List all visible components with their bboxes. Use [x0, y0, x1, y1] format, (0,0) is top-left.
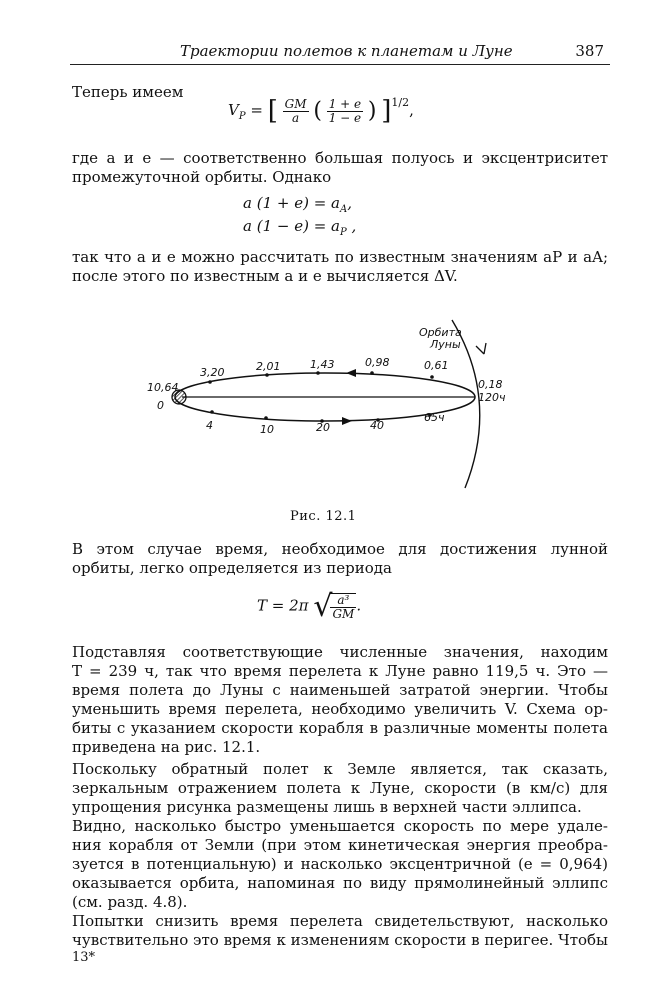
marker-dot [208, 380, 212, 384]
p4-line-4: уменьшить время перелета, необходимо увеличить V. Схема ор- [72, 700, 608, 718]
p4-line-2: T = 239 ч, так что время перелета к Луне равно 119,5 ч. Это — [72, 662, 608, 680]
eq-aP-sub: P [340, 227, 347, 238]
paragraph-7 [72, 912, 608, 950]
p6-line-5: (см. разд. 4.8). [72, 893, 188, 911]
speed-label: 0,98 [365, 356, 390, 369]
speed-label: 3,20 [200, 366, 225, 379]
time-label: 20 [316, 421, 330, 434]
right-bracket: ] [381, 96, 392, 126]
t-num: a³ [330, 594, 356, 608]
eq-aP-trail: , [346, 217, 357, 235]
marker-dot [264, 416, 268, 420]
p5-line-2: зеркальным отражением полета к Луне, скорости (в км/с) для [72, 779, 608, 797]
vp-lhs-sub: P [238, 111, 246, 122]
paragraph-3 [72, 540, 608, 578]
upper-arrow-icon [346, 369, 356, 377]
t-den: GM [332, 606, 355, 621]
page-number: 387 [575, 42, 604, 60]
eq-aP-body: a (1 − e) = a [243, 217, 340, 235]
speed-label: 2,01 [256, 360, 281, 373]
time-end-label: 120ч [478, 391, 506, 404]
time-start-label: 0 [157, 399, 164, 412]
p4-line-3: время полета до Луны с наименьшей затратой энергии. Чтобы [72, 681, 608, 699]
paragraph-6 [72, 817, 608, 912]
moon-orbit-label-2: Луны [430, 338, 461, 351]
frac2-num: 1 + e [328, 96, 362, 111]
speed-end-label: 0,18 [478, 378, 503, 391]
paragraph-4 [72, 643, 608, 757]
eq-aA-sub: A [340, 204, 348, 215]
p5-line-3: упрощения рисунка размещены лишь в верхней части эллипса. [72, 798, 582, 816]
p3-line-2: орбиты, легко определяется из периода [72, 559, 392, 577]
p2-line-2: после этого по известным a и e вычисляется ΔV. [72, 267, 458, 285]
marker-dot [210, 410, 214, 414]
p6-line-1: Видно, насколько быстро уменьшается скорость по мере удале- [72, 817, 608, 835]
p7-line-1: Попытки снизить время перелета свидетельствуют, насколько [72, 912, 608, 930]
p6-line-3: зуется в потенциальную) и насколько эксцентричной (e = 0,964) [72, 855, 608, 873]
time-label: 10 [260, 423, 274, 436]
marker-dot [316, 371, 320, 375]
left-paren: ( [313, 98, 322, 124]
running-title: Траектории полетов к планетам и Луне [180, 42, 513, 60]
vp-lhs: V [228, 101, 239, 119]
figure-caption: Рис. 12.1 [290, 509, 357, 524]
sqrt-sign: √ [313, 589, 333, 624]
p6-line-2: ния корабля от Земли (при этом кинетическая энергия преобра- [72, 836, 608, 854]
p4-line-1: Подставляя соответствующие численные значения, находим [72, 643, 608, 661]
marker-dot [265, 373, 269, 377]
p6-line-4: оказывается орбита, напоминая по виду прямолинейный эллипс [72, 874, 608, 892]
speed-label: 1,43 [310, 358, 335, 371]
vp-eq: = [250, 101, 263, 119]
moon-orbit-arrow-icon [476, 343, 486, 354]
p5-line-1: Поскольку обратный полет к Земле является, так сказать, [72, 760, 608, 778]
eq-aA-body: a (1 + e) = a [243, 194, 340, 212]
marker-dot [430, 375, 434, 379]
vp-exponent: 1/2 [391, 96, 410, 109]
time-label: 40 [370, 419, 384, 432]
p1-line-2: промежуточной орбиты. Однако [72, 168, 332, 186]
eq-aA-trail: , [347, 194, 353, 212]
speed-start-label: 10,64 [147, 381, 179, 394]
sqrt-fraction [330, 593, 356, 621]
p4-line-5: биты с указанием скорости корабля в различные моменты полета [72, 719, 608, 737]
frac2-den: 1 − e [328, 110, 362, 125]
lower-arrow-icon [342, 417, 352, 425]
t-eq: = 2π [271, 596, 309, 615]
right-paren: ) [367, 98, 377, 124]
paragraph-5 [72, 760, 608, 817]
p4-line-6: приведена на рис. 12.1. [72, 738, 261, 756]
speed-label: 0,61 [424, 359, 449, 372]
p2-line-1: так что a и e можно рассчитать по известным значениям aP и aA; [72, 248, 608, 266]
frac1-num: GM [284, 96, 307, 111]
frac1-den: a [292, 110, 300, 125]
time-label: 65ч [424, 411, 445, 424]
intro-text: Теперь имеем [72, 83, 184, 101]
moon-orbit-label-1: Орбита [419, 326, 462, 339]
signature-mark: 13* [72, 950, 96, 965]
vp-trail: , [409, 101, 414, 119]
p7-line-2: чувствительно это время к изменениям скорости в перигее. Чтобы [72, 931, 608, 949]
p1-line-1: где a и e — соответственно большая полуось и эксцентриситет [72, 149, 608, 167]
time-label: 4 [206, 419, 213, 432]
period-formula [257, 589, 361, 624]
t-trail: . [356, 596, 362, 615]
p3-line-1: В этом случае время, необходимое для достижения лунной [72, 540, 608, 558]
left-bracket: [ [267, 96, 278, 126]
t-lhs: T [257, 596, 268, 615]
marker-dot [370, 371, 374, 375]
